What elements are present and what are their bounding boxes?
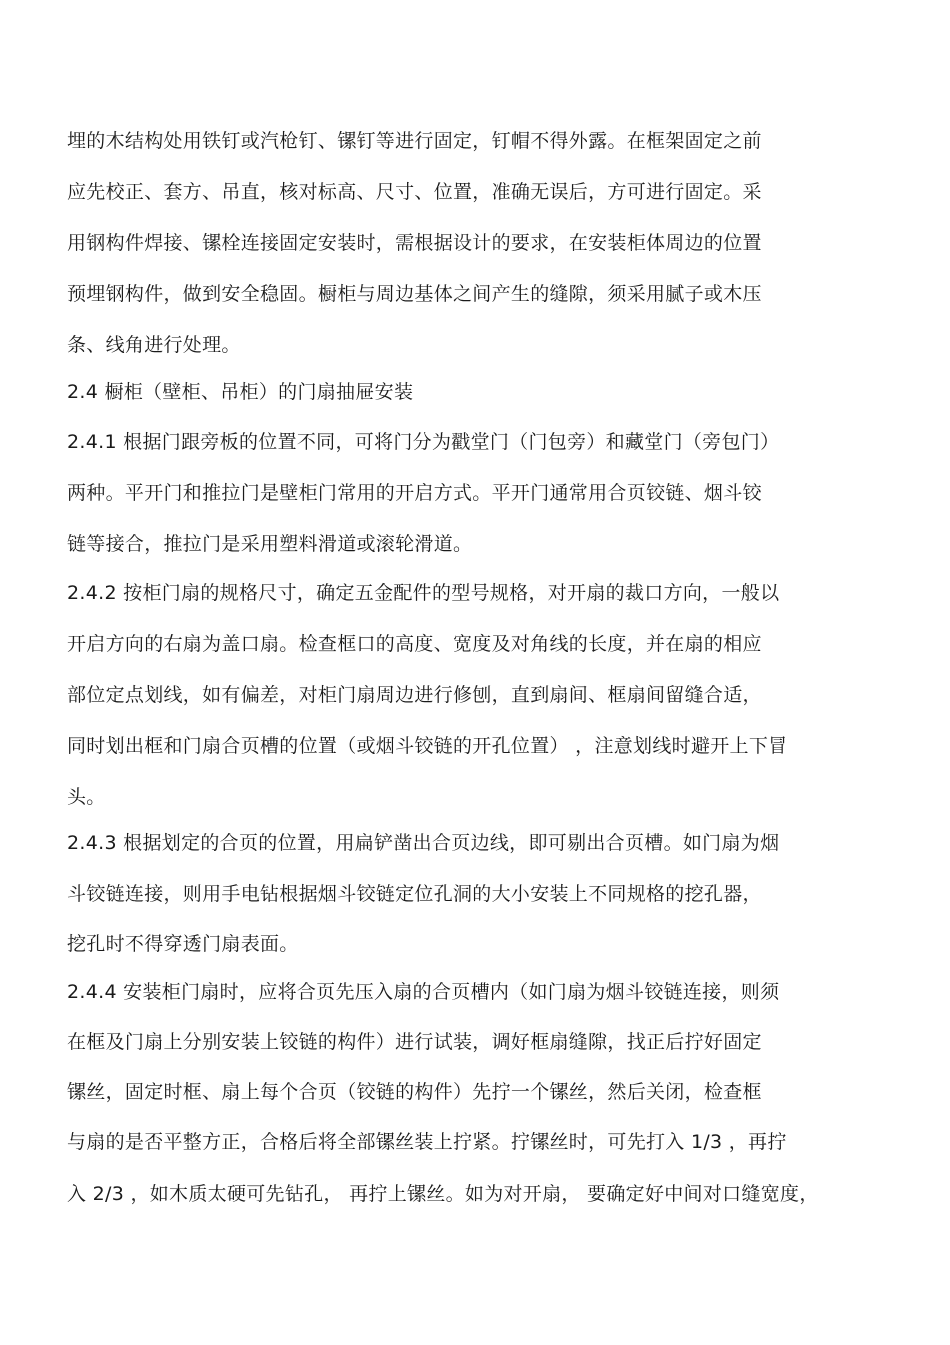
paragraph-line: 条、线角进行处理。 xyxy=(67,334,241,356)
paragraph-line: 入 2/3 ，如木质太硬可先钻孔， 再拧上镙丝。如为对开扇， 要确定好中间对口缝宽度， xyxy=(67,1183,819,1205)
paragraph-line: 用钢构件焊接、镙栓连接固定安装时，需根据设计的要求，在安装柜体周边的位置 xyxy=(67,232,762,254)
paragraph-line: 2.4.2 按柜门扇的规格尺寸，确定五金配件的型号规格，对开扇的裁口方向，一般以 xyxy=(67,582,780,604)
paragraph-line: 应先校正、套方、吊直，核对标高、尺寸、位置，准确无误后，方可进行固定。采 xyxy=(67,181,762,203)
paragraph-line: 2.4.1 根据门跟旁板的位置不同，可将门分为戳堂门（门包旁）和藏堂门（旁包门） xyxy=(67,431,780,453)
section-heading: 2.4 橱柜（壁柜、吊柜）的门扇抽屉安装 xyxy=(67,381,414,403)
paragraph-line: 埋的木结构处用铁钉或汽枪钉、镙钉等进行固定，钉帽不得外露。在框架固定之前 xyxy=(67,130,762,152)
paragraph-line: 在框及门扇上分别安装上铰链的构件）进行试装，调好框扇缝隙，找正后拧好固定 xyxy=(67,1031,762,1053)
paragraph-line: 链等接合，推拉门是采用塑料滑道或滚轮滑道。 xyxy=(67,533,473,555)
paragraph-line: 2.4.4 安装柜门扇时，应将合页先压入扇的合页槽内（如门扇为烟斗铰链连接，则须 xyxy=(67,981,780,1003)
paragraph-line: 同时划出框和门扇合页槽的位置（或烟斗铰链的开孔位置） ，注意划线时避开上下冒 xyxy=(67,735,788,757)
paragraph-line: 挖孔时不得穿透门扇表面。 xyxy=(67,933,299,955)
paragraph-line: 头。 xyxy=(67,786,106,808)
paragraph-line: 镙丝，固定时框、扇上每个合页（铰链的构件）先拧一个镙丝，然后关闭，检查框 xyxy=(67,1081,762,1103)
paragraph-line: 2.4.3 根据划定的合页的位置，用扁铲凿出合页边线，即可剔出合页槽。如门扇为烟 xyxy=(67,832,780,854)
paragraph-line: 与扇的是否平整方正，合格后将全部镙丝装上拧紧。拧镙丝时，可先打入 1/3 ，再拧 xyxy=(67,1131,787,1153)
paragraph-line: 两种。平开门和推拉门是壁柜门常用的开启方式。平开门通常用合页铰链、烟斗铰 xyxy=(67,482,762,504)
paragraph-line: 斗铰链连接，则用手电钻根据烟斗铰链定位孔洞的大小安装上不同规格的挖孔器， xyxy=(67,883,762,905)
paragraph-line: 部位定点划线，如有偏差，对柜门扇周边进行修刨，直到扇间、框扇间留缝合适， xyxy=(67,684,762,706)
paragraph-line: 开启方向的右扇为盖口扇。检查框口的高度、宽度及对角线的长度，并在扇的相应 xyxy=(67,633,762,655)
paragraph-line: 预埋钢构件，做到安全稳固。橱柜与周边基体之间产生的缝隙，须采用腻子或木压 xyxy=(67,283,762,305)
